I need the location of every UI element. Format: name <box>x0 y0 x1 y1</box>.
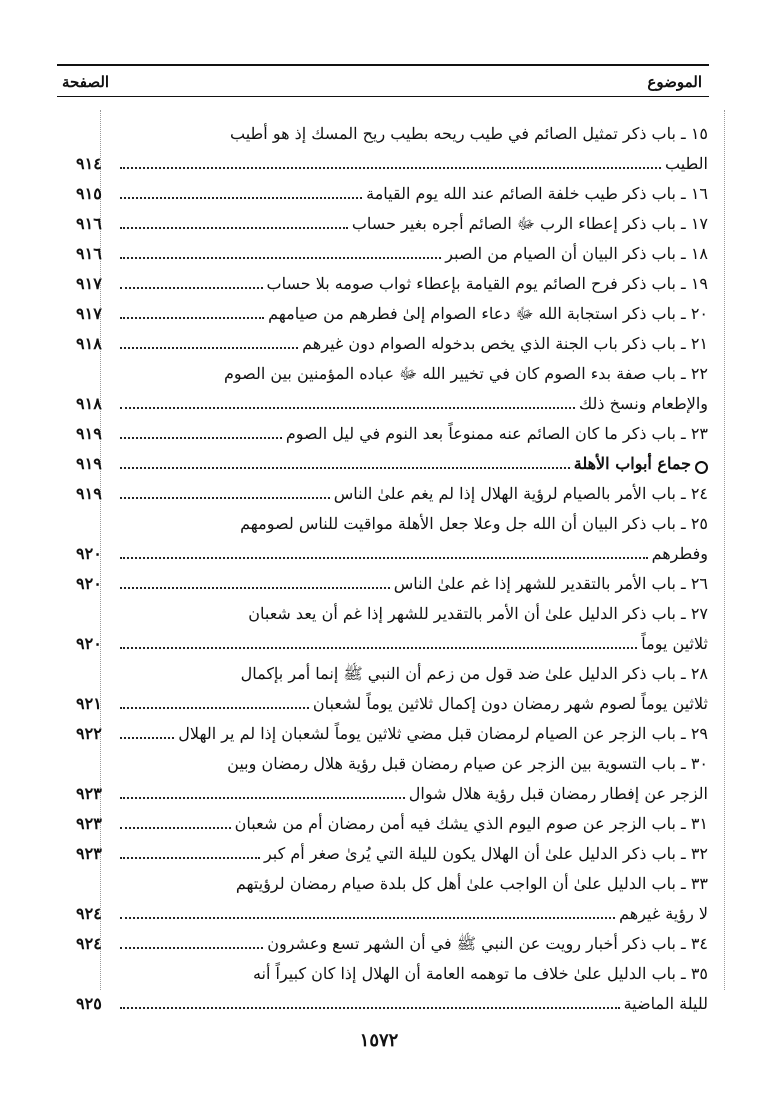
entry-title-text: ٢٧ ـ باب ذكر الدليل علىٰ أن الأمر بالتقدير للشهر إذا غم أن يعد شعبان <box>248 604 708 623</box>
entry-page-number: ٩٢٣ <box>76 844 102 863</box>
entry-title-text: ٢٩ ـ باب الزجر عن الصيام لرمضان قبل مضي ثلاثين يوماً لشعبان إذا لم ير الهلال <box>178 724 708 743</box>
toc-entry <box>76 234 708 264</box>
table-of-contents <box>76 114 708 1014</box>
toc-line <box>76 174 708 204</box>
toc-line <box>76 354 708 384</box>
toc-line <box>76 384 708 414</box>
entry-title-text: ٣٣ ـ باب الدليل علىٰ أن الواجب علىٰ أهل كل بلدة صيام رمضان لرؤيتهم <box>235 874 708 893</box>
entry-page-number: ٩٢٢ <box>76 724 102 743</box>
dot-leader <box>120 347 298 349</box>
entry-title-text: ٢٤ ـ باب الأمر بالصيام لرؤية الهلال إذا لم يغم علىٰ الناس <box>333 484 708 503</box>
toc-entry <box>76 654 708 714</box>
toc-line <box>76 714 708 744</box>
entry-page-number: ٩٢١ <box>76 694 102 713</box>
toc-line <box>76 504 708 534</box>
entry-page-number: ٩١٨ <box>76 334 102 353</box>
entry-page-number: ٩٢٤ <box>76 904 102 923</box>
entry-title-text: ٣٠ ـ باب التسوية بين الزجر عن صيام رمضان قبل رؤية هلال رمضان وبين <box>227 754 708 773</box>
dot-leader <box>120 1007 620 1009</box>
header-rule <box>57 96 709 97</box>
top-rule <box>57 64 709 66</box>
toc-line <box>76 234 708 264</box>
toc-line <box>76 144 708 174</box>
entry-page-number: ٩٢٥ <box>76 994 102 1013</box>
toc-entry <box>76 294 708 324</box>
entry-title-text: ٣٢ ـ باب ذكر الدليل علىٰ أن الهلال يكون لليلة التي يُرىٰ صغر أم كبر <box>263 844 708 863</box>
entry-title-text: الزجر عن إفطار رمضان قبل رؤية هلال شوال <box>408 784 708 803</box>
dot-leader <box>120 827 231 829</box>
entry-page-number: ٩١٥ <box>76 184 102 203</box>
toc-entry <box>76 114 708 174</box>
dot-leader <box>120 917 615 919</box>
toc-line <box>76 294 708 324</box>
toc-line <box>76 624 708 654</box>
entry-page-number: ٩٢٠ <box>76 574 102 593</box>
entry-page-number: ٩١٦ <box>76 244 102 263</box>
toc-entry <box>76 204 708 234</box>
dot-leader <box>120 287 263 289</box>
topic-column-label: الموضوع <box>647 73 702 91</box>
dot-leader <box>120 497 330 499</box>
entry-page-number: ٩١٩ <box>76 484 102 503</box>
entry-title-text: ثلاثين يوماً <box>641 634 708 653</box>
entry-title-text: ٢٥ ـ باب ذكر البيان أن الله جل وعلا جعل الأهلة مواقيت للناس لصومهم <box>240 514 708 533</box>
toc-line <box>76 804 708 834</box>
toc-entry <box>76 834 708 864</box>
dot-leader <box>120 197 362 199</box>
entry-title-text: والإطعام ونسخ ذلك <box>579 394 708 413</box>
dot-leader <box>120 467 570 469</box>
toc-entry <box>76 324 708 354</box>
entry-page-number: ٩١٩ <box>76 454 102 473</box>
entry-title-text: ٢٨ ـ باب ذكر الدليل علىٰ ضد قول من زعم أن النبي ﷺ إنما أمر بإكمال <box>240 664 708 683</box>
dot-leader <box>120 857 260 859</box>
margin-guide <box>724 110 725 990</box>
toc-line <box>76 534 708 564</box>
toc-entry <box>76 564 708 594</box>
toc-section-heading <box>76 444 708 474</box>
entry-page-number: ٩١٧ <box>76 274 102 293</box>
toc-line <box>76 324 708 354</box>
toc-entry <box>76 714 708 744</box>
entry-title-text: ثلاثين يوماً لصوم شهر رمضان دون إكمال ثلاثين يوماً لشعبان <box>312 694 708 713</box>
dot-leader <box>120 947 263 949</box>
entry-title-text: لا رؤية غيرهم <box>619 904 708 923</box>
page-number: ١٥٧٢ <box>359 1030 399 1051</box>
entry-page-number: ٩٢٠ <box>76 544 102 563</box>
toc-entry <box>76 264 708 294</box>
entry-title-text: ١٨ ـ باب ذكر البيان أن الصيام من الصبر <box>445 244 708 263</box>
entry-page-number: ٩٢٣ <box>76 784 102 803</box>
dot-leader <box>120 797 405 799</box>
toc-entry <box>76 354 708 414</box>
toc-entry <box>76 504 708 564</box>
toc-entry <box>76 804 708 834</box>
toc-entry <box>76 414 708 444</box>
toc-line <box>76 744 708 774</box>
toc-line <box>76 684 708 714</box>
dot-leader <box>120 227 348 229</box>
entry-title-text: لليلة الماضية <box>623 994 708 1013</box>
toc-entry <box>76 594 708 654</box>
entry-title-text: ٢٢ ـ باب صفة بدء الصوم كان في تخيير الله ﷻ عباده المؤمنين بين الصوم <box>223 364 708 383</box>
dot-leader <box>120 437 282 439</box>
entry-title-text: ٣١ ـ باب الزجر عن صوم اليوم الذي يشك فيه أمن رمضان أم من شعبان <box>234 814 708 833</box>
toc-line <box>76 834 708 864</box>
entry-title-text: ١٦ ـ باب ذكر طيب خلفة الصائم عند الله يوم القيامة <box>366 184 708 203</box>
page-column-label: الصفحة <box>62 73 110 91</box>
entry-page-number: ٩١٦ <box>76 214 102 233</box>
toc-entry <box>76 174 708 204</box>
entry-title-text: جماع أبواب الأهلة <box>573 454 691 473</box>
dot-leader <box>120 647 637 649</box>
entry-title-text: ٢٠ ـ باب ذكر استجابة الله ﷻ دعاء الصوام إلىٰ فطرهم من صيامهم <box>268 304 708 323</box>
entry-page-number: ٩١٩ <box>76 424 102 443</box>
dot-leader <box>120 407 575 409</box>
entry-title-text: ١٧ ـ باب ذكر إعطاء الرب ﷻ الصائم أجره بغير حساب <box>351 214 708 233</box>
entry-page-number: ٩٢٠ <box>76 634 102 653</box>
dot-leader <box>120 317 264 319</box>
entry-title-text: ٣٥ ـ باب الدليل علىٰ خلاف ما توهمه العامة أن الهلال إذا كان كبيراً أنه <box>252 964 708 983</box>
toc-line <box>76 474 708 504</box>
entry-title-text: وفطرهم <box>651 544 708 563</box>
dot-leader <box>120 587 390 589</box>
toc-header <box>62 70 702 94</box>
toc-line <box>76 984 708 1014</box>
entry-page-number: ٩١٧ <box>76 304 102 323</box>
toc-line <box>76 894 708 924</box>
entry-page-number: ٩١٤ <box>76 154 102 173</box>
circle-bullet-icon <box>695 461 708 474</box>
entry-title-text: ٢٦ ـ باب الأمر بالتقدير للشهر إذا غم علىٰ الناس <box>393 574 708 593</box>
entry-title-text: ١٩ ـ باب ذكر فرح الصائم يوم القيامة بإعطاء ثواب صومه بلا حساب <box>266 274 708 293</box>
toc-line <box>76 414 708 444</box>
dot-leader <box>120 557 648 559</box>
entry-title-text: ٢٣ ـ باب ذكر ما كان الصائم عنه ممنوعاً بعد النوم في ليل الصوم <box>285 424 708 443</box>
entry-title-text: ١٥ ـ باب ذكر تمثيل الصائم في طيب ريحه بطيب ريح المسك إذ هو أطيب <box>230 124 708 143</box>
entry-page-number: ٩٢٣ <box>76 814 102 833</box>
toc-line <box>76 774 708 804</box>
entry-title-text: ٣٤ ـ باب ذكر أخبار رويت عن النبي ﷺ في أن الشهر تسع وعشرون <box>267 934 708 953</box>
dot-leader <box>120 257 441 259</box>
dot-leader <box>120 167 661 169</box>
toc-line <box>76 204 708 234</box>
toc-line <box>76 264 708 294</box>
toc-entry <box>76 744 708 804</box>
toc-line <box>76 864 708 894</box>
toc-line <box>76 924 708 954</box>
entry-page-number: ٩٢٤ <box>76 934 102 953</box>
dot-leader <box>120 707 309 709</box>
toc-entry <box>76 864 708 924</box>
toc-entry <box>76 954 708 1014</box>
toc-line <box>76 954 708 984</box>
dot-leader <box>120 737 174 739</box>
toc-line <box>76 564 708 594</box>
toc-line <box>76 114 708 144</box>
toc-entry <box>76 924 708 954</box>
entry-page-number: ٩١٨ <box>76 394 102 413</box>
toc-line <box>76 444 708 474</box>
toc-line <box>76 594 708 624</box>
toc-entry <box>76 474 708 504</box>
entry-title-text: ٢١ ـ باب ذكر باب الجنة الذي يخص بدخوله الصوام دون غيرهم <box>302 334 708 353</box>
toc-line <box>76 654 708 684</box>
entry-title-text: الطيب <box>665 154 708 173</box>
